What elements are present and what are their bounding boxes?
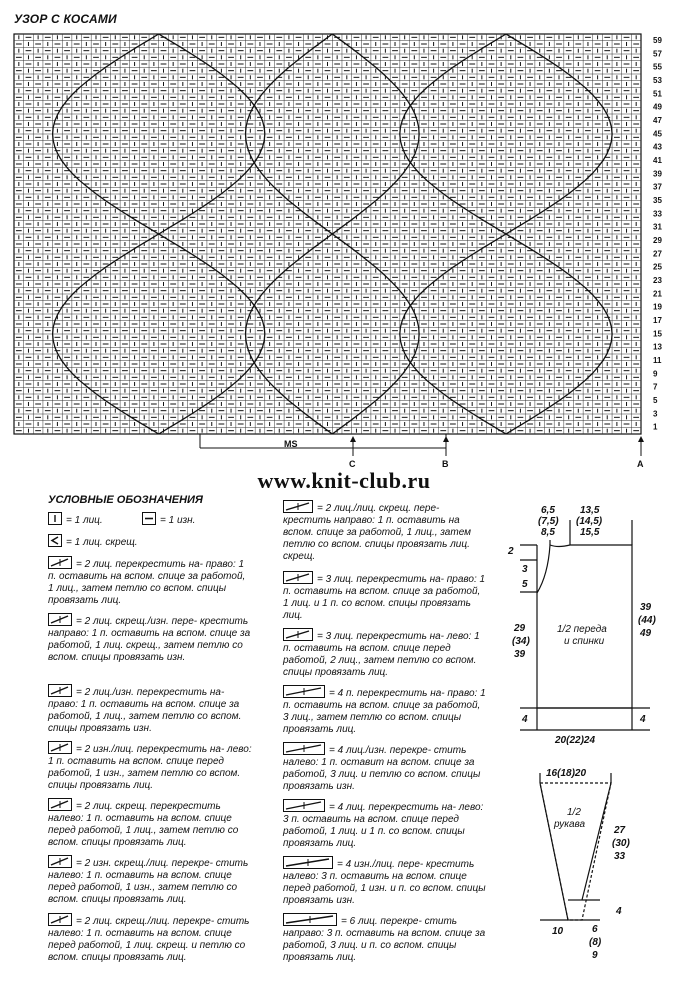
legend-knit-label: = 1 лиц. (66, 515, 103, 526)
legend-entry-text: = 2 лиц. перекрестить на- право: 1 п. оставить на вспом. спице за работой, 1 лиц., затем петлю со вспом. спицы провязать лиц. (48, 559, 246, 606)
body-armhole: 5 (522, 579, 528, 590)
row-label: 49 (653, 102, 662, 112)
legend-entry-text: = 4 п. перекрестить на- право: 1 п. оставить на вспом. спице за работой, 3 лиц., затем петлю со вспом. спицы провязать лиц. (283, 688, 486, 735)
body-label-2: и спинки (564, 636, 605, 647)
legend-entry-text: = 2 изн./лиц. перекрестить на- лево: 1 п. оставить на вспом. спице перед работой, 1 изн., затем петлю со вспом. спицы провязать лиц. (48, 744, 252, 791)
sleeve-b2: (8) (589, 937, 602, 948)
row-label: 15 (653, 329, 662, 339)
legend-entry-text: = 2 изн. скрещ./лиц. перекре- стить налево: 1 п. оставить на вспом. спице перед работой, 1 изн., затем петлю со вспом. спицы провязать лиц. (48, 858, 249, 905)
body-top-right-2: (14,5) (576, 516, 603, 527)
legend-entry-text: = 6 лиц. перекре- стить направо: 3 п. оставить на вспом. спице за работой, 3 лиц. и п. со вспом. спицы провязать лиц. (283, 916, 486, 963)
row-label: 57 (653, 49, 662, 59)
row-label: 59 (653, 36, 662, 45)
body-right-h2: (44) (638, 615, 656, 626)
legend-entry-text: = 2 лиц./лиц. скрещ. пере- крестить направо: 1 п. оставить на вспом. спице за работой, 1 лиц., затем петлю со вспом. спицы провязать лиц. скрещ. (283, 503, 472, 562)
row-label: 47 (653, 116, 662, 125)
row-label: 53 (653, 76, 662, 85)
legend-entry-text: = 4 изн./лиц. пере- крестить налево: 3 п. оставить на вспом. спице перед работой, 1 изн. и п. со вспом. спицы провязать изн. (283, 859, 486, 906)
body-label-1: 1/2 переда (557, 624, 607, 635)
row-label: 25 (653, 262, 662, 272)
row-label: 19 (653, 302, 662, 312)
legend-entry-text: = 2 лиц. скрещ./изн. пере- крестить направо: 1 п. оставить на вспом. спице за работой, 1 лиц. скрещ., затем петлю со вспом. спицы провязать изн. (48, 616, 251, 663)
body-left-h3: 39 (514, 649, 526, 660)
body-right-h3: 49 (640, 628, 652, 639)
body-rib-right: 4 (640, 714, 646, 725)
site-watermark: www.knit-club.ru (257, 468, 431, 493)
legend-entry-text: = 2 лиц./изн. перекрестить на- право: 1 п. оставить на вспом. спице за работой, 1 лиц., затем петлю со вспом. спицы провязать изн. (48, 687, 242, 734)
legend-entry-text: = 4 лиц. перекрестить на- лево: 3 п. оставить на вспом. спице перед работой, 1 лиц. и 1 п. со вспом. спицы провязать лиц. (283, 802, 484, 849)
row-label: 27 (653, 249, 662, 259)
body-right-h1: 39 (640, 602, 652, 613)
row-label: 13 (653, 342, 662, 352)
body-shoulder: 3 (522, 564, 528, 575)
row-label: 3 (653, 409, 658, 419)
row-label: 41 (653, 156, 662, 165)
ms-label: MS (284, 439, 298, 449)
row-label: 37 (653, 182, 662, 192)
legend-twisted-label: = 1 лиц. скрещ. (66, 537, 138, 548)
legend-purl-label: = 1 изн. (160, 515, 196, 526)
row-label: 55 (653, 62, 662, 72)
row-label: 11 (653, 356, 662, 365)
body-neck: 2 (508, 546, 514, 557)
row-label: 35 (653, 196, 662, 205)
sleeve-b1: 6 (592, 924, 598, 935)
legend-entry-text: = 2 лиц. скрещ. перекрестить налево: 1 п. оставить на вспом. спице перед работой, 1 лиц., затем петлю со вспом. спицы провязать лиц. (48, 801, 239, 848)
sleeve-h2: (30) (612, 838, 630, 849)
row-label: 17 (653, 316, 662, 325)
row-label: 33 (653, 209, 662, 219)
sleeve-cuff: 4 (616, 906, 622, 917)
sleeve-label-2: рукава (554, 819, 586, 830)
sleeve-h1: 27 (614, 825, 626, 836)
body-left-h1: 29 (514, 623, 526, 634)
c-label: C (349, 459, 356, 469)
row-label: 43 (653, 142, 662, 152)
a-label: A (637, 459, 644, 469)
row-label: 7 (653, 382, 658, 392)
legend-entry-text: = 3 лиц. перекрестить на- лево: 1 п. оставить на вспом. спице перед работой, 2 лиц., затем петлю со вспом. спицы провязать лиц. (283, 631, 480, 678)
sleeve-top: 16(18)20 (546, 768, 587, 779)
row-label: 9 (653, 369, 658, 379)
body-top-left-3: 8,5 (541, 527, 555, 538)
body-width: 20(22)24 (555, 735, 596, 746)
body-top-left-2: (7,5) (538, 516, 559, 527)
sleeve-h3: 33 (614, 851, 626, 862)
row-label: 29 (653, 236, 662, 245)
body-rib-left: 4 (522, 714, 528, 725)
row-label: 21 (653, 289, 662, 299)
body-top-right-3: 15,5 (580, 527, 600, 538)
legend-entry-text: = 4 лиц./изн. перекре- стить налево: 1 п. оставит на вспом. спице за работой, 3 лиц. и петлю со вспом. спицы провязать изн. (283, 745, 481, 792)
row-label: 51 (653, 89, 662, 99)
row-label: 31 (653, 222, 662, 232)
chart-title: УЗОР С КОСАМИ (14, 12, 117, 26)
row-label: 23 (653, 276, 662, 285)
sleeve-schematic (540, 773, 611, 920)
body-left-h2: (34) (512, 636, 530, 647)
legend-entry-text: = 3 лиц. перекрестить на- право: 1 п. оставить на вспом. спице за работой, 1 лиц. и 1 п. со вспом. спицы провязать лиц. (283, 574, 486, 621)
body-top-left: 6,5 (541, 505, 555, 516)
row-label: 5 (653, 396, 658, 405)
row-label: 45 (653, 129, 662, 139)
row-label: 1 (653, 422, 658, 432)
legend-entry-text: = 2 лиц. скрещ./лиц. перекре- стить налево: 1 п. оставить на вспом. спице перед работой, 1 лиц. скрещ. и петлю со вспом. спицы провязать лиц. (48, 916, 250, 963)
body-top-right: 13,5 (580, 505, 600, 516)
b-label: B (442, 459, 449, 469)
row-label: 39 (653, 169, 662, 179)
legend-title: УСЛОВНЫЕ ОБОЗНАЧЕНИЯ (48, 494, 203, 506)
sleeve-label-1: 1/2 (567, 807, 581, 818)
sleeve-b3: 9 (592, 950, 598, 961)
sleeve-bottom: 10 (552, 926, 564, 937)
